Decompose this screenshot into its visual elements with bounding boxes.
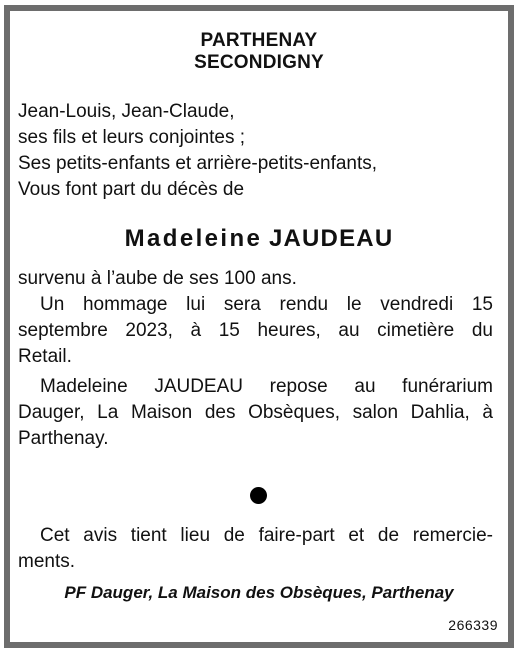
- closing-line: ments.: [18, 551, 76, 572]
- deceased-first-name: Madeleine: [124, 225, 263, 252]
- repose-line: Dauger, La Maison des Obsèques, salon Dahlia, à: [18, 402, 493, 423]
- town-name-secondary: SECONDIGNY: [194, 52, 324, 73]
- funeral-home-signature: PF Dauger, La Maison des Obsèques, Parthenay: [64, 583, 454, 602]
- separator-dot: [250, 487, 267, 504]
- deceased-last-name: JAUDEAU: [268, 225, 394, 252]
- announcement-line: Vous font part du décès de: [18, 179, 245, 200]
- family-grandchildren: Ses petits-enfants et arrière-petits-enfants,: [18, 153, 378, 174]
- age-line: survenu à l’aube de ses 100 ans.: [18, 268, 297, 289]
- family-sons-spouses: ses fils et leurs conjointes ;: [18, 127, 246, 148]
- family-sons: Jean-Louis, Jean-Claude,: [18, 101, 235, 122]
- repose-line: Madeleine JAUDEAU repose au funérarium: [40, 376, 493, 397]
- reference-number: 266339: [448, 617, 498, 633]
- obituary-notice: [4, 5, 514, 648]
- notice-content: [10, 11, 508, 642]
- hommage-line: Retail.: [18, 346, 72, 367]
- closing-line: Cet avis tient lieu de faire-part et de remercie-: [40, 525, 493, 546]
- town-name: PARTHENAY: [200, 30, 318, 51]
- repose-line: Parthenay.: [18, 428, 109, 449]
- hommage-line: septembre 2023, à 15 heures, au cimetière du: [18, 320, 493, 341]
- deceased-name: [10, 225, 508, 253]
- hommage-line: Un hommage lui sera rendu le vendredi 15: [40, 294, 493, 315]
